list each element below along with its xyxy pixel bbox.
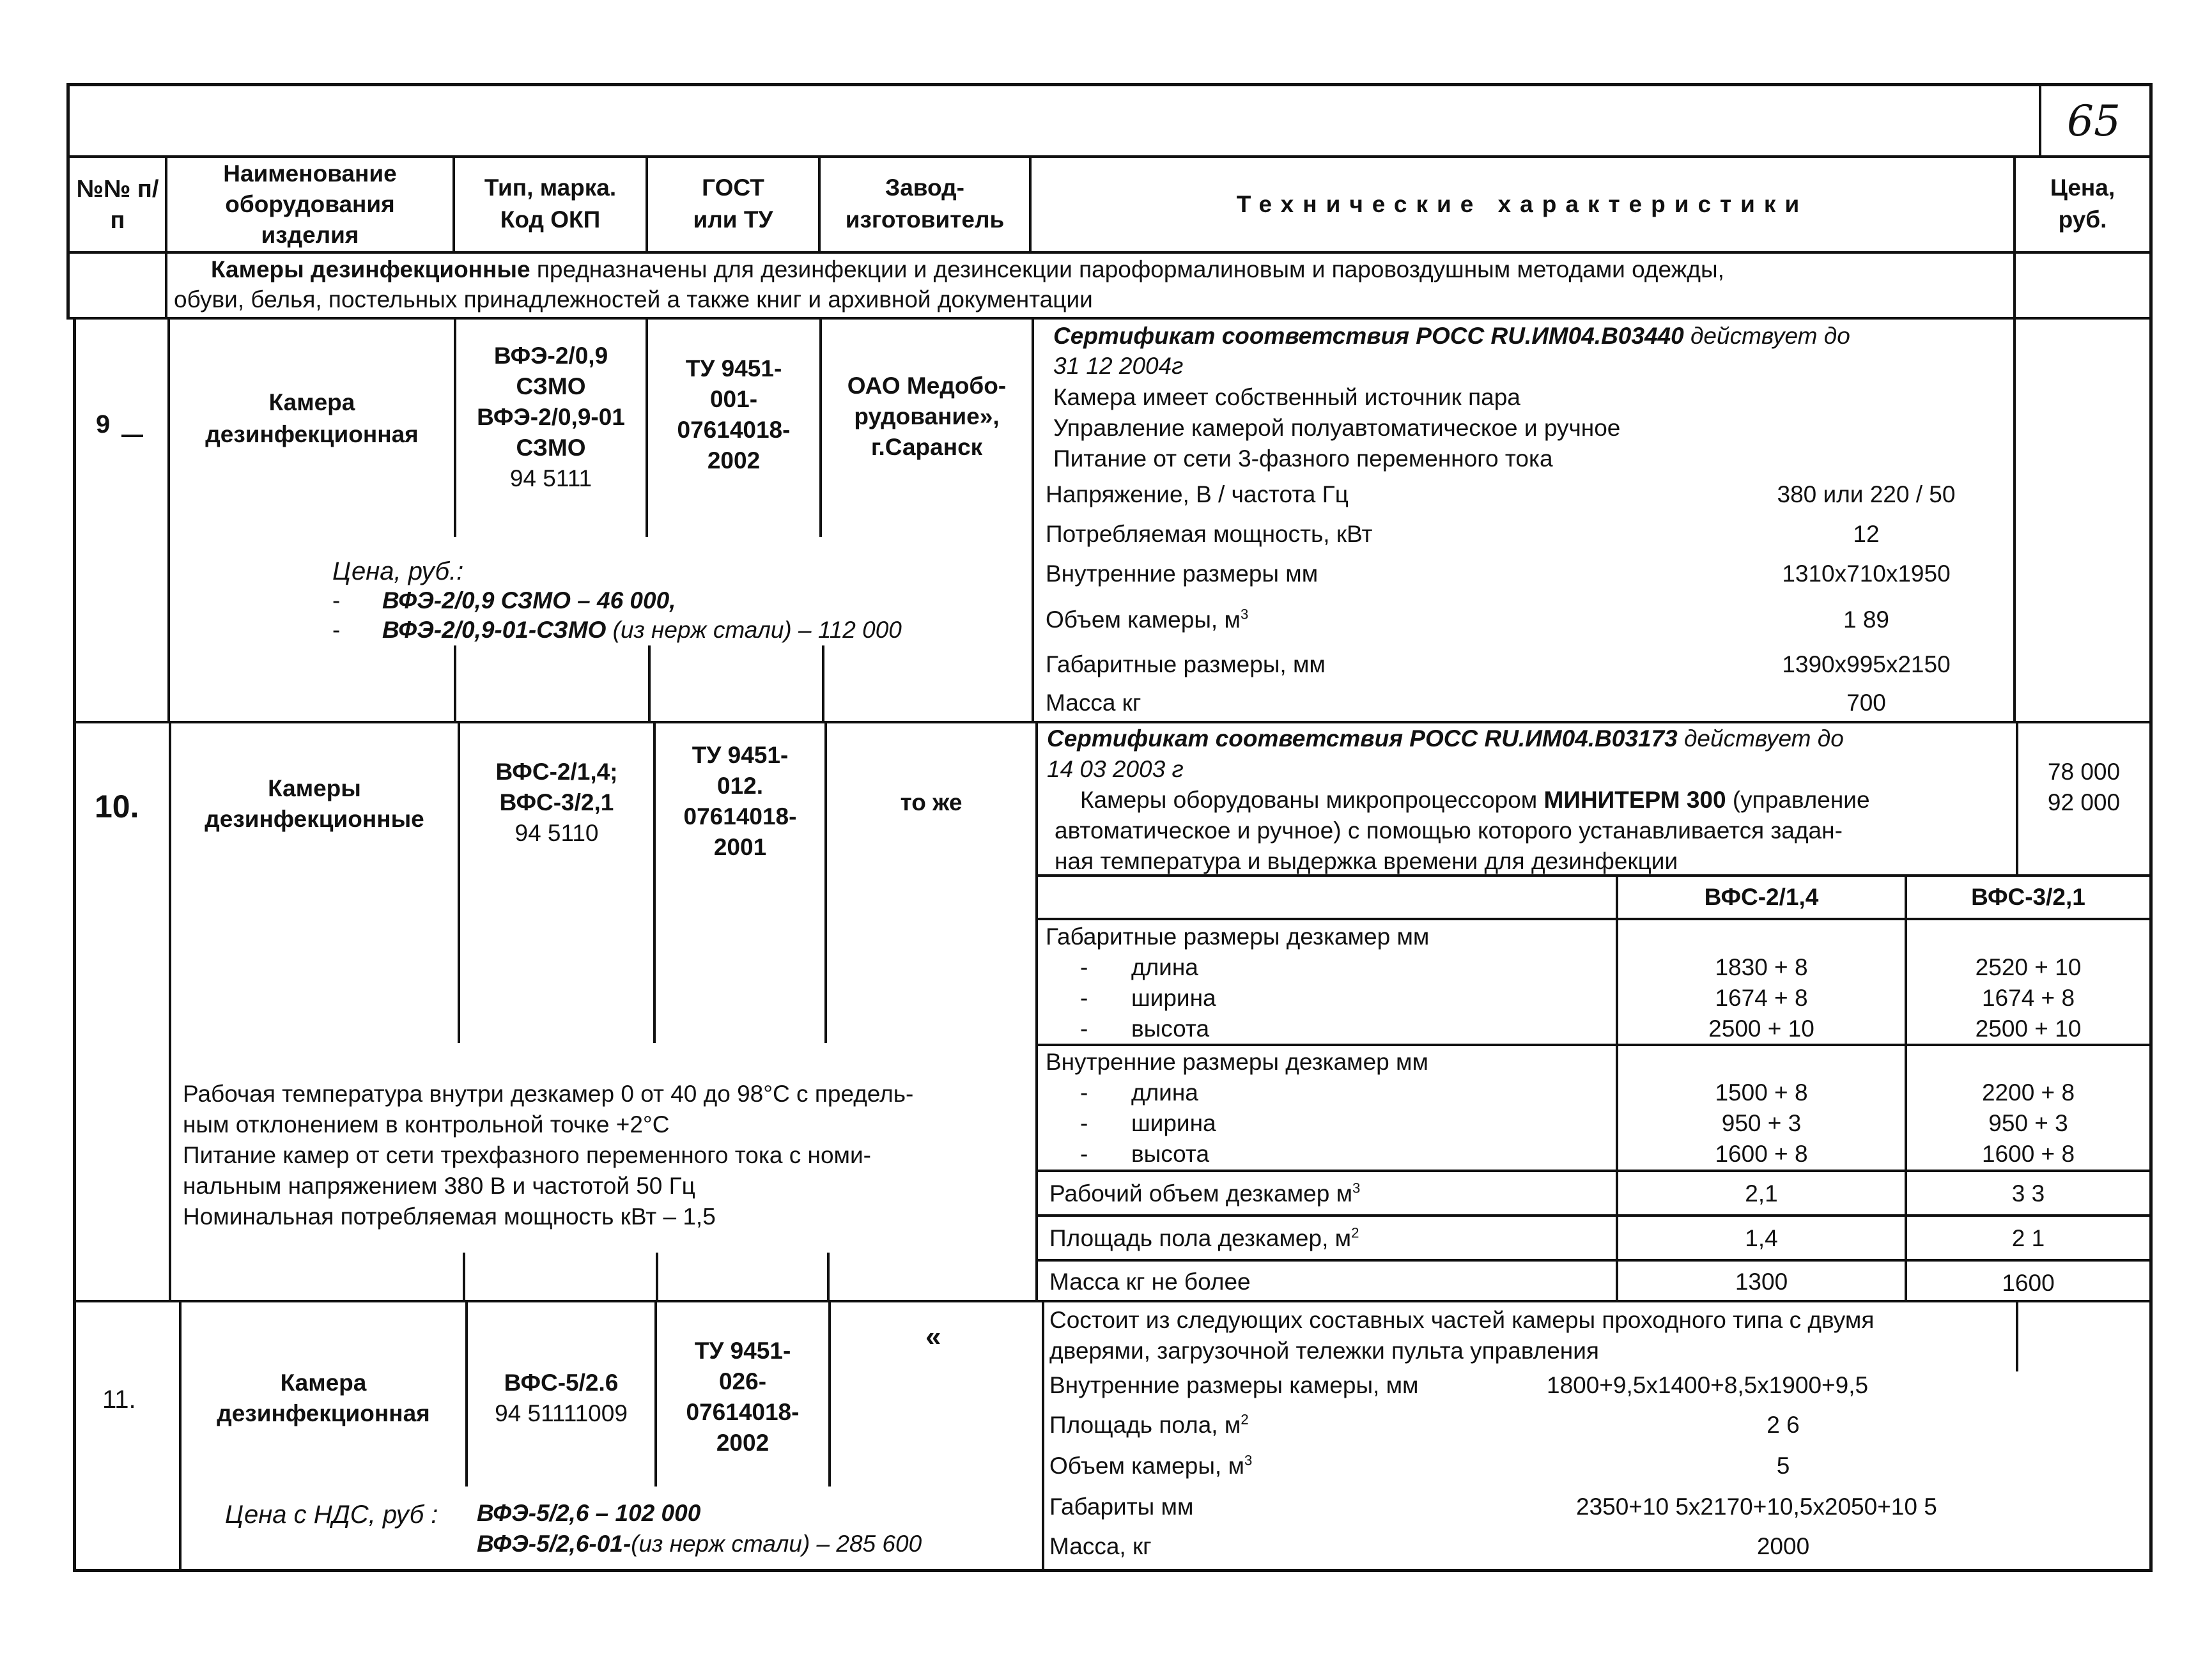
row10-int-a: 1500 + 8	[1715, 1079, 1808, 1106]
section-line-2: обуви, белья, постельных принадлежностей а также книг и архивной документации	[174, 286, 1093, 313]
row11-price-1: ВФЭ-5/2,6 – 102 000	[477, 1500, 701, 1526]
row10-int-title: Внутренние размеры дезкамер мм	[1046, 1049, 1428, 1075]
row11-spec-label: Габариты мм	[1049, 1494, 1194, 1520]
row10-volume-label: Рабочий объем дезкамер $м^3$	[1049, 1180, 1361, 1207]
row9-maker-2: рудование»,	[854, 403, 1000, 429]
row11-gost-2: 026-	[718, 1368, 767, 1394]
row9-price-1: ВФЭ-2/0,9 СЗМО – 46 000,	[382, 587, 676, 614]
row10-mass-b: 1600	[2002, 1270, 2055, 1296]
row10-floor-a: 1,4	[1745, 1225, 1778, 1251]
row9-name-1: Камера	[268, 389, 355, 415]
row10-gab-dash: -	[1080, 954, 1088, 980]
row10-int-a: 1600 + 8	[1715, 1141, 1808, 1167]
row10-int-dash: -	[1080, 1079, 1088, 1106]
row11-price-label: Цена с НДС, руб :	[225, 1501, 438, 1529]
row10-int-b: 1600 + 8	[1981, 1141, 2075, 1167]
header-maker-2: изготовитель	[845, 206, 1005, 233]
row9-okp: 94 5111	[509, 465, 592, 491]
row9-num: 9	[96, 410, 111, 438]
border-right	[2149, 83, 2153, 1572]
header-top-line	[66, 155, 2153, 158]
row10-sep-gost	[824, 722, 827, 1043]
row10-sep-type	[653, 722, 656, 1043]
row9-sep-type-low	[648, 645, 651, 722]
row10-gab-a: 2500 + 10	[1708, 1015, 1814, 1042]
row10-mass-label: Масса кг не более	[1049, 1269, 1251, 1295]
row10-gab-title: Габаритные размеры дезкамер мм	[1046, 923, 1430, 950]
row11-price-2-rest: (из нерж стали) – 285 600	[631, 1531, 922, 1557]
row11-floor-text: Площадь пола, м	[1049, 1412, 1241, 1438]
col-sep-type	[646, 155, 648, 254]
row11-floor-label: Площадь пола, $м^2$	[1049, 1411, 1249, 1438]
row9-note-1: Камера имеет собственный источник пара	[1053, 384, 1520, 410]
row9-gost-4: 2002	[707, 447, 761, 474]
row11-type: ВФС-5/2.6	[504, 1370, 619, 1396]
header-type-1: Тип, марка.	[484, 174, 617, 201]
row10-int-dim: длина	[1131, 1079, 1198, 1106]
row11-spec-label: Внутренние размеры камеры, мм	[1049, 1372, 1419, 1398]
row10-int-dim: ширина	[1131, 1110, 1216, 1136]
row10-certificate	[1047, 725, 1844, 753]
row10-left-note: Рабочая температура внутри дезкамер 0 от 40 до 98°С с предель-	[183, 1081, 914, 1107]
row9-type-2: СЗМО	[516, 373, 586, 399]
row10-column-b: ВФС-3/2,1	[1971, 884, 2085, 910]
row10-sep-name-low	[463, 1253, 465, 1301]
col-sep-price	[2013, 155, 2016, 254]
header-tech: Технические характеристики	[1236, 191, 1809, 217]
row9-name-2: дезинфекционная	[205, 421, 419, 447]
header-name-1: Наименование	[223, 160, 397, 187]
row11-sep-num	[179, 1301, 182, 1572]
row10-gab-dim: длина	[1131, 954, 1198, 980]
row9-volume-label: Объем камеры, $м^3$	[1046, 606, 1249, 633]
row11-price-2	[477, 1530, 922, 1558]
row10-desc-3: ная температура и выдержка времени для дезинфекции	[1055, 848, 1678, 874]
row9-spec-label: Потребляемая мощность, кВт	[1046, 521, 1373, 547]
row11-volume-label: Объем камеры, $м^3$	[1049, 1452, 1253, 1479]
row10-maker: то же	[900, 789, 963, 815]
row9-certificate	[1053, 322, 1850, 350]
row9-spec-value: 1310x710x1950	[1782, 560, 1951, 587]
header-bottom-line	[66, 251, 2153, 254]
row9-sep-num	[167, 320, 170, 722]
row10-left-note: ным отклонением в контрольной точке +2°С	[183, 1111, 670, 1138]
row9-num-mark	[121, 435, 143, 437]
row11-spec-value: 2 6	[1767, 1412, 1800, 1438]
row10-int-dim: высота	[1131, 1141, 1210, 1167]
row11-name-2: дезинфекционная	[217, 1400, 430, 1426]
header-gost-2: или ТУ	[693, 206, 773, 233]
header-price-2: руб.	[2058, 206, 2107, 233]
row11-spec-label: Масса, кг	[1049, 1533, 1152, 1559]
row10-gab-b: 2500 + 10	[1975, 1015, 2082, 1042]
row9-note-3: Питание от сети 3-фазного переменного тока	[1053, 445, 1553, 472]
row10-cert-b: РОСС RU.ИМ04.В03173	[1409, 725, 1678, 752]
row9-spec-label: Габаритные размеры, мм	[1046, 651, 1326, 677]
row10-int-dash: -	[1080, 1110, 1088, 1136]
row11-sep-gost	[828, 1301, 831, 1487]
row10-gost-2: 012.	[716, 773, 763, 799]
row11-spec-value: 2000	[1756, 1533, 1810, 1559]
row10-desc-1	[1080, 786, 1870, 814]
row10-price-2: 92 000	[2047, 789, 2121, 815]
row9-spec-value: 12	[1853, 521, 1880, 547]
row10-gost-1: ТУ 9451-	[692, 742, 789, 768]
row9-gost-3: 07614018-	[677, 417, 791, 443]
row11-volume-text: Объем камеры, м	[1049, 1453, 1244, 1479]
header-type-2: Код ОКП	[500, 206, 601, 233]
row9-sep-name-low	[454, 645, 456, 722]
row10-volume-b: 3 3	[2011, 1180, 2045, 1207]
row10-subhead-bottom	[1035, 918, 2153, 920]
header-name-3: изделия	[261, 222, 359, 248]
row11-sep-maker	[1042, 1301, 1044, 1572]
row10-vol-bottom	[1035, 1214, 2153, 1217]
row9-cert-date: 31 12 2004г	[1053, 353, 1184, 379]
row10-cert-a: Сертификат соответствия	[1047, 725, 1410, 752]
row10-volume-text: Рабочий объем дезкамер м	[1049, 1180, 1353, 1207]
row11-name-1: Камера	[280, 1370, 367, 1396]
row10-gab-b: 2520 + 10	[1975, 954, 2082, 980]
section-line-1	[211, 256, 1724, 284]
row10-cert-c: действует до	[1677, 725, 1844, 752]
row9-volume-text: Объем камеры, м	[1046, 606, 1241, 633]
row9-price-label: Цена, руб.:	[332, 557, 464, 585]
row10-gab-dim: высота	[1131, 1015, 1210, 1042]
row11-desc-2: дверями, загрузочной тележки пульта управления	[1049, 1338, 1599, 1364]
page-number-box-left	[2039, 83, 2041, 157]
header-num: №№ п/п	[76, 176, 159, 235]
row10-gab-a: 1674 + 8	[1715, 985, 1808, 1011]
row10-column-a: ВФС-2/1,4	[1704, 884, 1819, 910]
row10-int-dash: -	[1080, 1141, 1088, 1167]
header-price-1: Цена,	[2050, 174, 2115, 201]
row9-spec-value: 700	[1846, 690, 1886, 716]
row11-spec-value: 5	[1776, 1453, 1790, 1479]
row10-int-b: 2200 + 8	[1981, 1079, 2075, 1106]
row11-gost-3: 07614018-	[686, 1399, 800, 1425]
row11-gost-1: ТУ 9451-	[694, 1338, 791, 1364]
row9-gost-2: 001-	[709, 386, 758, 412]
row9-maker-3: г.Саранск	[870, 434, 983, 460]
row10-type-1: ВФС-2/1,4;	[495, 759, 618, 785]
header-maker-1: Завод-	[885, 174, 964, 201]
col-sep-price-section	[2013, 251, 2016, 320]
row10-name-1: Камеры	[268, 775, 361, 801]
row11-spec-value: 1800+9,5x1400+8,5x1900+9,5	[1547, 1372, 1869, 1398]
row9-type-4: СЗМО	[516, 435, 586, 461]
section-bottom-line	[66, 317, 2153, 320]
row10-gost-4: 2001	[713, 834, 767, 860]
row9-spec-label: Внутренние размеры мм	[1046, 560, 1319, 587]
row11-desc-1: Состоит из следующих составных частей камеры проходного типа с двумя	[1049, 1307, 1875, 1333]
row9-price-dash-1: -	[332, 587, 341, 614]
row9-spec-value: 1390x995x2150	[1782, 651, 1951, 677]
section-line-1-rest: предназначены для дезинфекции и дезинсекции пароформалиновым и паровоздушным методами одежды,	[530, 256, 1724, 282]
row10-price-1: 78 000	[2047, 759, 2121, 785]
row10-int-b: 950 + 3	[1988, 1110, 2068, 1136]
border-left-lower	[73, 320, 76, 1572]
row10-gab-dash: -	[1080, 985, 1088, 1011]
row10-gost-3: 07614018-	[683, 803, 797, 830]
col-sep-num-section	[165, 251, 167, 320]
row10-left-note: Питание камер от сети трехфазного переменного тока с номи-	[183, 1142, 871, 1168]
row9-cert-a: Сертификат соответствия	[1053, 323, 1416, 349]
row10-floor-text: Площадь пола дезкамер, м	[1049, 1225, 1352, 1251]
row10-num: 10.	[95, 789, 139, 824]
row11-num: 11.	[102, 1386, 136, 1414]
row9-sep-maker	[1032, 320, 1034, 722]
row9-type-3: ВФЭ-2/0,9-01	[477, 404, 625, 430]
row9-price-2	[382, 616, 902, 644]
row10-left-note: нальным напряжением 380 В и частотой 50 Гц	[183, 1173, 695, 1199]
row11-maker: «	[925, 1321, 941, 1352]
row9-cert-b: РОСС RU.ИМ04.В03440	[1416, 323, 1684, 349]
row10-int-bottom	[1035, 1170, 2153, 1172]
row10-left-note: Номинальная потребляемая мощность кВт – 1,5	[183, 1203, 716, 1230]
row9-price-2-model: ВФЭ-2/0,9-01-СЗМО	[382, 617, 607, 643]
header-gost-1: ГОСТ	[702, 174, 764, 201]
row9-bottom-line	[73, 721, 2153, 723]
row10-bottom-line	[73, 1300, 2153, 1302]
row11-spec-value: 2350+10 5x2170+10,5x2050+10 5	[1576, 1494, 1937, 1520]
row10-gab-dim: ширина	[1131, 985, 1216, 1011]
row9-price-2-rest: (из нерж стали) – 112 000	[606, 617, 902, 643]
row10-sep-type-low	[656, 1253, 658, 1301]
row9-type-1: ВФЭ-2/0,9	[493, 343, 608, 369]
row10-desc-1-c: (управление	[1726, 787, 1870, 813]
row11-okp: 94 51111009	[495, 1400, 628, 1426]
row10-mass-a: 1300	[1735, 1269, 1788, 1295]
row10-volume-a: 2,1	[1745, 1180, 1778, 1207]
row9-spec-label: Напряжение, В / частота Гц	[1046, 481, 1349, 507]
row10-sep-gost-low	[827, 1253, 830, 1301]
section-lead: Камеры дезинфекционные	[211, 256, 530, 282]
page-number: 65	[2067, 97, 2121, 146]
row9-spec-label: Масса кг	[1046, 690, 1141, 716]
row9-gost-1: ТУ 9451-	[685, 355, 782, 382]
row9-note-2: Управление камерой полуавтоматическое и ручное	[1053, 415, 1621, 441]
row10-floor-label: Площадь пола дезкамер, $м^2$	[1049, 1224, 1359, 1251]
row10-gab-bottom	[1035, 1044, 2153, 1046]
row10-gab-b: 1674 + 8	[1981, 985, 2075, 1011]
row10-name-2: дезинфекционные	[205, 806, 424, 832]
row11-sep-price	[2016, 1301, 2018, 1371]
header-name-2: оборудования	[225, 191, 395, 217]
row9-maker-1: ОАО Медобо-	[847, 373, 1007, 399]
row9-sep-gost-low	[822, 645, 824, 722]
border-bottom	[73, 1569, 2153, 1572]
row10-desc-1-a: Камеры оборудованы микропроцессором	[1080, 787, 1544, 813]
row10-type-2: ВФС-3/2,1	[499, 789, 614, 815]
col-sep-gost	[818, 155, 821, 254]
row10-okp: 94 5110	[514, 820, 599, 846]
row9-price-dash-2: -	[332, 617, 341, 643]
row10-gab-a: 1830 + 8	[1715, 954, 1808, 980]
row10-int-a: 950 + 3	[1721, 1110, 1802, 1136]
row10-floor-b: 2 1	[2011, 1225, 2045, 1251]
row10-floor-bottom	[1035, 1259, 2153, 1262]
row10-desc-2: автоматическое и ручное) с помощью которого устанавливается задан-	[1055, 817, 1843, 844]
row10-cert-date: 14 03 2003 г	[1047, 756, 1184, 782]
row11-gost-4: 2002	[716, 1430, 770, 1456]
row9-cert-c: действует до	[1683, 323, 1850, 349]
row10-gab-dash: -	[1080, 1015, 1088, 1042]
row9-spec-value: 1 89	[1843, 606, 1889, 633]
row11-price-2-model: ВФЭ-5/2,6-01-	[477, 1531, 631, 1557]
border-top	[66, 83, 2153, 86]
row9-spec-value: 380 или 220 / 50	[1777, 481, 1956, 507]
row10-desc-1-model: МИНИТЕРМ 300	[1543, 787, 1726, 813]
col-sep-name	[452, 155, 455, 254]
